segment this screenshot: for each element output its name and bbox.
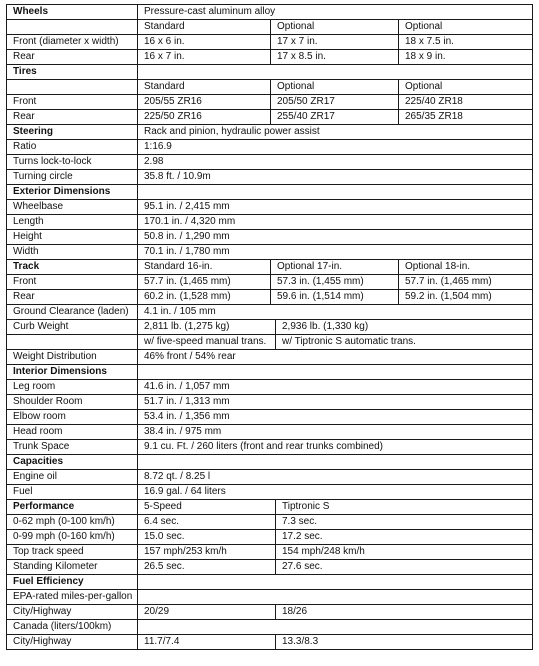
tires-rear-row	[7, 110, 533, 125]
cell-value: 60.2 in. (1,528 mm)	[138, 290, 271, 305]
row-label: Ratio	[7, 140, 138, 155]
cell-value: 7.3 sec.	[276, 515, 533, 530]
row-label: Length	[7, 215, 138, 230]
wheels-column-headers	[7, 20, 533, 35]
table-row	[7, 545, 533, 560]
row-label: Front	[7, 95, 138, 110]
row-label: Top track speed	[7, 545, 138, 560]
cell-value: 70.1 in. / 1,780 mm	[138, 245, 533, 260]
cell-value: 154 mph/248 km/h	[276, 545, 533, 560]
cell-value: 15.0 sec.	[138, 530, 276, 545]
cell-value: 13.3/8.3	[276, 635, 533, 650]
section-title-exterior: Exterior Dimensions	[7, 185, 138, 200]
section-title-tires: Tires	[7, 65, 138, 80]
cell-value: 16 x 6 in.	[138, 35, 271, 50]
empty-cell	[7, 20, 138, 35]
performance-header-tiptronic: Tiptronic S	[276, 500, 533, 515]
row-label: Front (diameter x width)	[7, 35, 138, 50]
cell-value: 51.7 in. / 1,313 mm	[138, 395, 533, 410]
track-header-optional-17: Optional 17-in.	[271, 260, 399, 275]
epa-city-highway-row	[7, 605, 533, 620]
empty-cell	[7, 80, 138, 95]
track-header-row	[7, 260, 533, 275]
cell-value: 225/40 ZR18	[399, 95, 533, 110]
cell-value: 18 x 7.5 in.	[399, 35, 533, 50]
table-row	[7, 425, 533, 440]
wheels-header-optional-18: Optional	[399, 20, 533, 35]
track-header-optional-18: Optional 18-in.	[399, 260, 533, 275]
empty-cell	[138, 455, 533, 470]
row-label: Head room	[7, 425, 138, 440]
row-label: Elbow room	[7, 410, 138, 425]
wheels-header-standard: Standard	[138, 20, 271, 35]
cell-value: 17.2 sec.	[276, 530, 533, 545]
cell-value: 95.1 in. / 2,415 mm	[138, 200, 533, 215]
cell-value: 50.8 in. / 1,290 mm	[138, 230, 533, 245]
track-rear-row	[7, 290, 533, 305]
tires-column-headers	[7, 80, 533, 95]
row-label: Leg room	[7, 380, 138, 395]
empty-cell	[138, 575, 533, 590]
empty-cell	[138, 185, 533, 200]
table-row	[7, 215, 533, 230]
cell-value: 4.1 in. / 105 mm	[138, 305, 533, 320]
table-row	[7, 380, 533, 395]
table-row	[7, 140, 533, 155]
performance-header-manual: 5-Speed	[138, 500, 276, 515]
cell-value: 16 x 7 in.	[138, 50, 271, 65]
specifications-table	[6, 4, 533, 650]
empty-cell	[138, 365, 533, 380]
row-label: Ground Clearance (laden)	[7, 305, 138, 320]
steering-header-row	[7, 125, 533, 140]
cell-value: 41.6 in. / 1,057 mm	[138, 380, 533, 395]
cell-note: w/ five-speed manual trans.	[138, 335, 276, 350]
wheels-material: Pressure-cast aluminum alloy	[138, 5, 533, 20]
wheels-front-row	[7, 35, 533, 50]
table-row	[7, 560, 533, 575]
cell-value: 1:16.9	[138, 140, 533, 155]
table-row	[7, 170, 533, 185]
cell-value: 35.8 ft. / 10.9m	[138, 170, 533, 185]
cell-value: 17 x 7 in.	[271, 35, 399, 50]
wheels-rear-row	[7, 50, 533, 65]
cell-value: 59.2 in. (1,504 mm)	[399, 290, 533, 305]
capacities-header-row	[7, 455, 533, 470]
table-row	[7, 530, 533, 545]
cell-value: 205/50 ZR17	[271, 95, 399, 110]
steering-type: Rack and pinion, hydraulic power assist	[138, 125, 533, 140]
track-header-standard: Standard 16-in.	[138, 260, 271, 275]
cell-value: 59.6 in. (1,514 mm)	[271, 290, 399, 305]
cell-value: 57.7 in. (1,465 mm)	[399, 275, 533, 290]
row-label: Fuel	[7, 485, 138, 500]
cell-value: 9.1 cu. Ft. / 260 liters (front and rear trunks combined)	[138, 440, 533, 455]
row-label: 0-62 mph (0-100 km/h)	[7, 515, 138, 530]
section-title-fuel-efficiency: Fuel Efficiency	[7, 575, 138, 590]
cell-value: 26.5 sec.	[138, 560, 276, 575]
tires-header-optional-18: Optional	[399, 80, 533, 95]
cell-value: 225/50 ZR16	[138, 110, 271, 125]
section-title-wheels: Wheels	[7, 5, 138, 20]
empty-cell	[7, 335, 138, 350]
track-front-row	[7, 275, 533, 290]
section-title-track: Track	[7, 260, 138, 275]
tires-header-optional-17: Optional	[271, 80, 399, 95]
fuel-efficiency-header-row	[7, 575, 533, 590]
canada-city-highway-row	[7, 635, 533, 650]
row-label: Curb Weight	[7, 320, 138, 335]
cell-value: 18 x 9 in.	[399, 50, 533, 65]
section-title-steering: Steering	[7, 125, 138, 140]
cell-value: 46% front / 54% rear	[138, 350, 533, 365]
interior-header-row	[7, 365, 533, 380]
section-title-capacities: Capacities	[7, 455, 138, 470]
row-label: Front	[7, 275, 138, 290]
row-label: Wheelbase	[7, 200, 138, 215]
cell-value: 16.9 gal. / 64 liters	[138, 485, 533, 500]
table-row	[7, 245, 533, 260]
row-label: Trunk Space	[7, 440, 138, 455]
cell-note: w/ Tiptronic S automatic trans.	[276, 335, 533, 350]
cell-value: 17 x 8.5 in.	[271, 50, 399, 65]
table-row	[7, 395, 533, 410]
cell-value: 2.98	[138, 155, 533, 170]
cell-value: 20/29	[138, 605, 276, 620]
tires-header-row	[7, 65, 533, 80]
cell-value: 57.3 in. (1,455 mm)	[271, 275, 399, 290]
row-label: Rear	[7, 290, 138, 305]
row-label: Shoulder Room	[7, 395, 138, 410]
cell-value: 11.7/7.4	[138, 635, 276, 650]
row-label: Rear	[7, 50, 138, 65]
table-row	[7, 155, 533, 170]
row-label: City/Highway	[7, 635, 138, 650]
tires-header-standard: Standard	[138, 80, 271, 95]
cell-value: 2,936 lb. (1,330 kg)	[276, 320, 533, 335]
cell-value: 57.7 in. (1,465 mm)	[138, 275, 271, 290]
row-label: Turns lock-to-lock	[7, 155, 138, 170]
row-label: Rear	[7, 110, 138, 125]
curb-weight-notes-row	[7, 335, 533, 350]
epa-label-row	[7, 590, 533, 605]
row-label: Engine oil	[7, 470, 138, 485]
exterior-header-row	[7, 185, 533, 200]
table-row	[7, 470, 533, 485]
section-title-interior: Interior Dimensions	[7, 365, 138, 380]
performance-header-row	[7, 500, 533, 515]
row-label: Height	[7, 230, 138, 245]
table-row	[7, 515, 533, 530]
cell-value: 255/40 ZR17	[271, 110, 399, 125]
tires-front-row	[7, 95, 533, 110]
cell-value: 205/55 ZR16	[138, 95, 271, 110]
curb-weight-row	[7, 320, 533, 335]
table-row	[7, 485, 533, 500]
cell-value: 18/26	[276, 605, 533, 620]
row-label: Turning circle	[7, 170, 138, 185]
table-row	[7, 440, 533, 455]
empty-cell	[138, 620, 533, 635]
row-label: 0-99 mph (0-160 km/h)	[7, 530, 138, 545]
cell-value: 170.1 in. / 4,320 mm	[138, 215, 533, 230]
ground-clearance-row	[7, 305, 533, 320]
row-label: Canada (liters/100km)	[7, 620, 138, 635]
canada-label-row	[7, 620, 533, 635]
wheels-header-row	[7, 5, 533, 20]
empty-cell	[138, 65, 533, 80]
cell-value: 265/35 ZR18	[399, 110, 533, 125]
table-row	[7, 410, 533, 425]
cell-value: 6.4 sec.	[138, 515, 276, 530]
table-row	[7, 230, 533, 245]
cell-value: 38.4 in. / 975 mm	[138, 425, 533, 440]
weight-distribution-row	[7, 350, 533, 365]
cell-value: 8.72 qt. / 8.25 l	[138, 470, 533, 485]
section-title-performance: Performance	[7, 500, 138, 515]
cell-value: 53.4 in. / 1,356 mm	[138, 410, 533, 425]
row-label: City/Highway	[7, 605, 138, 620]
cell-value: 27.6 sec.	[276, 560, 533, 575]
table-row	[7, 200, 533, 215]
cell-value: 2,811 lb. (1,275 kg)	[138, 320, 276, 335]
row-label: Weight Distribution	[7, 350, 138, 365]
row-label: EPA-rated miles-per-gallon	[7, 590, 138, 605]
cell-value: 157 mph/253 km/h	[138, 545, 276, 560]
row-label: Standing Kilometer	[7, 560, 138, 575]
wheels-header-optional-17: Optional	[271, 20, 399, 35]
row-label: Width	[7, 245, 138, 260]
empty-cell	[138, 590, 533, 605]
